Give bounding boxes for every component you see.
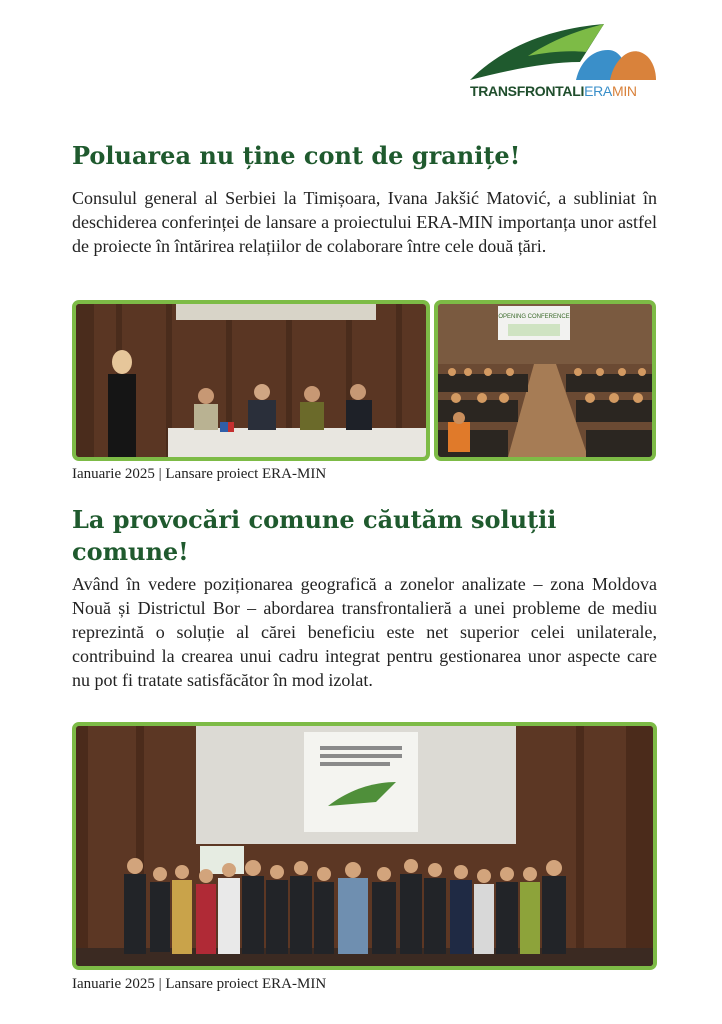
logo-text-era: ERA xyxy=(584,83,612,99)
section2-title: La provocări comune căutăm soluții comune! xyxy=(72,505,557,566)
era-min-logo xyxy=(468,22,658,102)
photo-audience-image xyxy=(438,304,652,457)
photo-panel-speakers xyxy=(72,300,430,461)
section2-paragraph: Având în vedere poziționarea geografică a zonelor analizate – zona Moldova Nouă și Districtul Bor – abordarea transfrontalieră a unei probleme de mediu reprezintă o soluție al cărei beneficiu este net superior celei unilaterale, contribuind la crearea unui cadru integrat pentru gestionarea unor aspecte care nu pot fi tratate satisfăcător în mod izolat. xyxy=(72,574,657,690)
logo-text-min: MIN xyxy=(611,83,637,99)
section1-caption: Ianuarie 2025 | Lansare proiect ERA-MIN xyxy=(72,466,327,482)
photo-panel-audience xyxy=(434,300,656,461)
photo-speakers-image xyxy=(76,304,426,457)
logo-mountains-icon xyxy=(468,22,658,84)
photo-group-image xyxy=(76,726,653,966)
photo-panel-group xyxy=(72,722,657,970)
logo-text-main: TRANSFRONTALI xyxy=(470,83,585,99)
section1-paragraph: Consulul general al Serbiei la Timișoara, Ivana Jakšić Matović, a subliniat în deschiderea conferinței de lansare a proiectului ERA-MIN importanța unor astfel de proiecte în întărirea relațiilor de colaborare între cele două țări. xyxy=(72,188,657,256)
logo-wordmark xyxy=(470,83,637,99)
section2-caption: Ianuarie 2025 | Lansare proiect ERA-MIN xyxy=(72,976,327,992)
audience-slide-text: OPENING CONFERENCE xyxy=(498,314,570,320)
section1-title: Poluarea nu ține cont de granițe! xyxy=(72,141,521,170)
